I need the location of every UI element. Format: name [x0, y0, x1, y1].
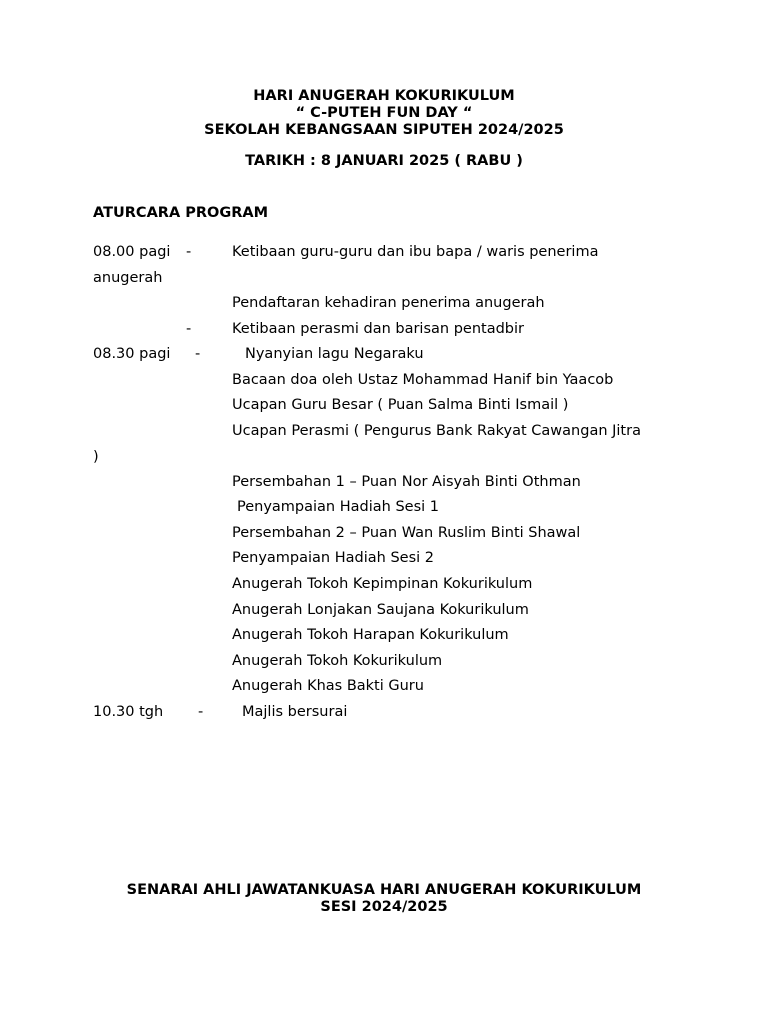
- program-item: Penyampaian Hadiah Sesi 2: [232, 550, 434, 566]
- document-title: HARI ANUGERAH KOKURIKULUM: [253, 88, 515, 104]
- time-0830: 08.30 pagi: [93, 346, 171, 362]
- event-date: TARIKH : 8 JANUARI 2025 ( RABU ): [245, 153, 523, 169]
- program-item: Ketibaan guru-guru dan ibu bapa / waris penerima: [232, 244, 599, 260]
- program-item: Bacaan doa oleh Ustaz Mohammad Hanif bin Yaacob: [232, 372, 614, 388]
- event-name: “ C-PUTEH FUN DAY “: [295, 105, 473, 121]
- program-item: Penyampaian Hadiah Sesi 1: [237, 499, 439, 515]
- dash-separator: -: [186, 244, 192, 260]
- school-name: SEKOLAH KEBANGSAAN SIPUTEH 2024/2025: [204, 122, 564, 138]
- committee-title: SENARAI AHLI JAWATANKUASA HARI ANUGERAH KOKURIKULUM: [126, 882, 642, 898]
- program-item-wrap: ): [93, 449, 99, 465]
- program-item: Anugerah Tokoh Kokurikulum: [232, 653, 443, 669]
- program-item: Anugerah Tokoh Harapan Kokurikulum: [232, 627, 509, 643]
- program-item: Majlis bersurai: [242, 704, 348, 720]
- program-item: Anugerah Khas Bakti Guru: [232, 678, 424, 694]
- program-item: Persembahan 1 – Puan Nor Aisyah Binti Othman: [232, 474, 581, 490]
- time-0800: 08.00 pagi: [93, 244, 171, 260]
- program-item: Pendaftaran kehadiran penerima anugerah: [232, 295, 545, 311]
- program-item: Persembahan 2 – Puan Wan Ruslim Binti Shawal: [232, 525, 581, 541]
- time-1030: 10.30 tgh: [93, 704, 164, 720]
- program-item: Ucapan Guru Besar ( Puan Salma Binti Ismail ): [232, 397, 569, 413]
- program-item-wrap: anugerah: [93, 270, 163, 286]
- committee-session: SESI 2024/2025: [320, 899, 448, 915]
- dash-separator: -: [186, 321, 192, 337]
- program-item: Ucapan Perasmi ( Pengurus Bank Rakyat Cawangan Jitra: [232, 423, 641, 439]
- program-item: Ketibaan perasmi dan barisan pentadbir: [232, 321, 524, 337]
- dash-separator: -: [195, 346, 201, 362]
- program-title: ATURCARA PROGRAM: [93, 205, 269, 221]
- dash-separator: -: [198, 704, 204, 720]
- program-item: Nyanyian lagu Negaraku: [245, 346, 424, 362]
- program-item: Anugerah Tokoh Kepimpinan Kokurikulum: [232, 576, 533, 592]
- program-item: Anugerah Lonjakan Saujana Kokurikulum: [232, 602, 529, 618]
